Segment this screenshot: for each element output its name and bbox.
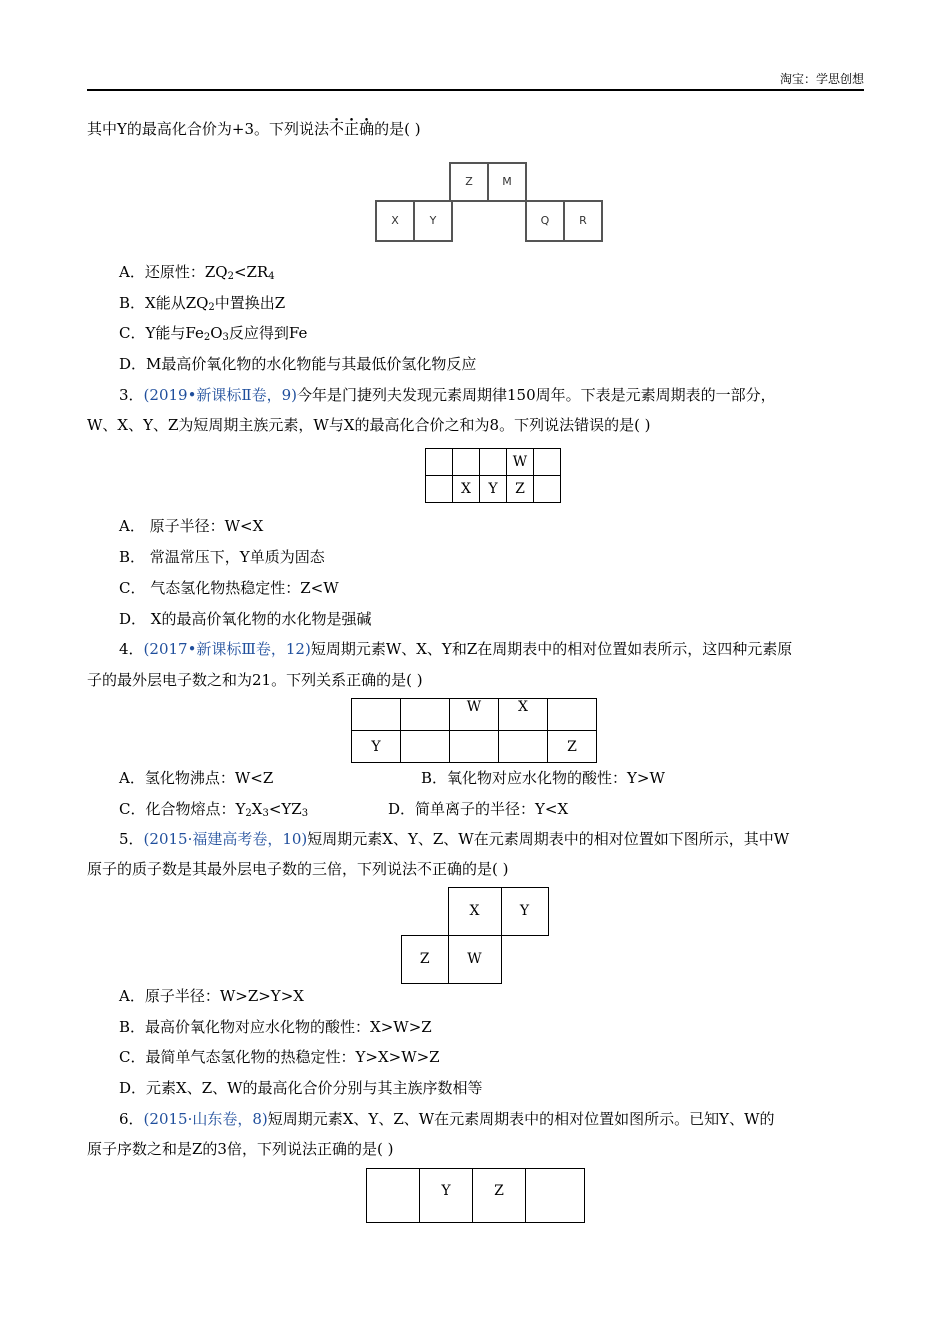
- q5-stem-line1: [119, 829, 789, 849]
- sketch-cell: Y: [413, 200, 453, 242]
- option-text: 中置换出Z: [214, 294, 286, 312]
- subscript: 4: [268, 271, 275, 282]
- table-cell: [453, 449, 480, 476]
- subscript: 3: [301, 808, 309, 819]
- q2-option-a: [119, 262, 275, 287]
- table-cell: Y: [501, 888, 548, 936]
- subscript: 2: [245, 808, 252, 819]
- table-cell: Y: [420, 1169, 473, 1223]
- question-number: 4．: [119, 640, 144, 658]
- q3-option-a: A． 原子半径：W<X: [119, 517, 264, 535]
- option-text: X: [251, 800, 263, 818]
- emph-char: 确: [359, 120, 375, 138]
- page-header: 淘宝：学思创想: [779, 72, 864, 86]
- subscript: 3: [262, 808, 269, 819]
- q3-option-c: C． 气态氢化物热稳定性：Z<W: [119, 579, 339, 597]
- table-row: [352, 699, 597, 731]
- option-text: C．化合物熔点：Y: [119, 800, 246, 818]
- sketch-cell: X: [375, 200, 415, 242]
- question-source: (2017•新课标Ⅲ卷，12): [143, 640, 311, 658]
- table-cell: [402, 888, 449, 936]
- table-row: [426, 476, 561, 503]
- question-source: (2015·山东卷，8): [143, 1110, 268, 1128]
- table-cell: Z: [473, 1169, 526, 1223]
- sketch-cell: M: [487, 162, 527, 202]
- q5-periodic-table: [401, 887, 549, 984]
- table-cell: X: [499, 699, 548, 731]
- subscript: 2: [227, 271, 234, 282]
- q5-option-c: C．最简单气态氢化物的热稳定性：Y>X>W>Z: [119, 1048, 440, 1066]
- option-text: B．X能从ZQ: [119, 294, 209, 312]
- table-cell: W: [450, 699, 499, 731]
- header-rule: [87, 89, 864, 91]
- q2-intro-end: 的是( ): [374, 120, 421, 138]
- q6-stem-line1: [119, 1109, 775, 1129]
- table-row: [402, 888, 549, 936]
- q4-option-c: [119, 799, 308, 824]
- question-stem: 短周期元素W、X、Y和Z在周期表中的相对位置如表所示，这四种元素原: [310, 640, 793, 658]
- q3-stem-line1: [119, 385, 776, 405]
- emph-char: 正: [344, 120, 360, 138]
- table-cell: [548, 699, 597, 731]
- table-cell: W: [507, 449, 534, 476]
- question-stem: 短周期元素X、Y、Z、W在元素周期表中的相对位置如下图所示，其中W: [307, 830, 790, 848]
- sketch-cell: Q: [525, 200, 565, 242]
- sketch-cell: R: [563, 200, 603, 242]
- table-cell: [480, 449, 507, 476]
- table-cell: [426, 449, 453, 476]
- q3-stem-line2: W、X、Y、Z为短周期主族元素，W与X的最高化合价之和为8。下列说法错误的是( ): [87, 416, 651, 434]
- q5-option-a: A．原子半径：W>Z>Y>X: [119, 987, 304, 1005]
- q6-stem-line2: 原子序数之和是Z的3倍，下列说法正确的是( ): [87, 1140, 394, 1158]
- option-text: <ZR: [233, 263, 269, 281]
- table-row: [402, 935, 549, 983]
- option-text: A．还原性：ZQ: [119, 263, 228, 281]
- q2-option-b: [119, 293, 285, 318]
- table-cell: [534, 449, 561, 476]
- q4-periodic-table: [351, 698, 597, 763]
- table-cell: [367, 1169, 420, 1223]
- q5-stem-line2: 原子的质子数是其最外层电子数的三倍，下列说法不正确的是( ): [87, 860, 509, 878]
- q3-option-d: D． X的最高价氧化物的水化物是强碱: [119, 610, 372, 628]
- table-cell: X: [448, 888, 501, 936]
- question-stem: 短周期元素X、Y、Z、W在元素周期表中的相对位置如图所示。已知Y、W的: [267, 1110, 775, 1128]
- table-cell: [526, 1169, 585, 1223]
- option-text: C．Y能与Fe: [119, 324, 204, 342]
- subscript: 3: [222, 332, 229, 343]
- sketch-cell: Z: [449, 162, 489, 202]
- subscript: 2: [203, 332, 211, 343]
- table-row: [352, 731, 597, 763]
- table-cell: Y: [480, 476, 507, 503]
- question-number: 5．: [119, 830, 144, 848]
- option-text: O: [210, 324, 223, 342]
- question-stem: 今年是门捷列夫发现元素周期律150周年。下表是元素周期表的一部分，: [297, 386, 776, 404]
- table-cell: X: [453, 476, 480, 503]
- subscript: 2: [208, 302, 215, 313]
- question-number: 6．: [119, 1110, 144, 1128]
- table-cell: [499, 731, 548, 763]
- q3-option-b: B． 常温常压下，Y单质为固态: [119, 548, 325, 566]
- q3-periodic-table: [425, 448, 561, 503]
- q2-option-d: D．M最高价氧化物的水化物能与其最低价氢化物反应: [119, 355, 477, 373]
- table-cell: W: [448, 935, 501, 983]
- option-text: 反应得到Fe: [228, 324, 308, 342]
- table-cell: [450, 731, 499, 763]
- table-cell: [501, 935, 548, 983]
- q4-option-a: A．氢化物沸点：W<Z: [119, 769, 274, 787]
- question-number: 3．: [119, 386, 144, 404]
- q4-stem-line2: 子的最外层电子数之和为21。下列关系正确的是( ): [87, 671, 423, 689]
- q4-option-b: B．氧化物对应水化物的酸性：Y>W: [421, 769, 665, 787]
- table-row: [367, 1169, 585, 1223]
- table-cell: [534, 476, 561, 503]
- question-source: (2019•新课标Ⅱ卷，9): [143, 386, 298, 404]
- table-cell: Z: [402, 935, 449, 983]
- table-row: [426, 449, 561, 476]
- q5-option-b: B．最高价氧化物对应水化物的酸性：X>W>Z: [119, 1018, 432, 1036]
- q6-periodic-table: [366, 1168, 585, 1223]
- table-cell: [401, 699, 450, 731]
- option-text: <YZ: [268, 800, 302, 818]
- table-cell: [352, 699, 401, 731]
- q2-intro: [87, 119, 421, 139]
- q5-option-d: D．元素X、Z、W的最高化合价分别与其主族序数相等: [119, 1079, 483, 1097]
- q2-intro-text: 其中Y的最高化合价为+3。下列说法: [87, 120, 330, 138]
- table-cell: Z: [507, 476, 534, 503]
- table-cell: [401, 731, 450, 763]
- q2-option-c: [119, 323, 307, 348]
- question-source: (2015·福建高考卷，10): [143, 830, 308, 848]
- table-cell: Z: [548, 731, 597, 763]
- q4-option-d: D．简单离子的半径：Y<X: [388, 800, 569, 818]
- emph-char: 不: [329, 120, 345, 138]
- table-cell: Y: [352, 731, 401, 763]
- table-cell: [426, 476, 453, 503]
- q4-stem-line1: [119, 639, 792, 659]
